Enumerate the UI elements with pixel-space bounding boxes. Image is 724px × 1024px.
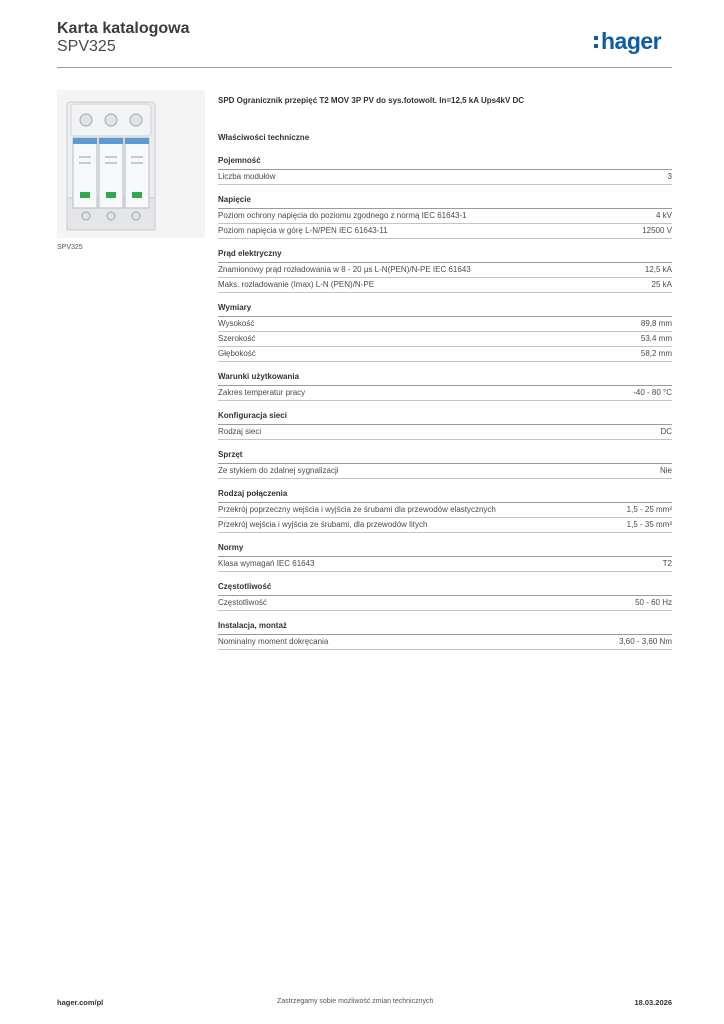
spec-row (218, 224, 672, 239)
section-wymiary (218, 303, 672, 362)
spec-value: 4 kV (655, 211, 672, 220)
spec-value: -40 - 80 °C (633, 388, 672, 397)
section-pojemnosc (218, 156, 672, 185)
spec-label: Częstotliwość (218, 598, 267, 607)
spec-value: 25 kA (651, 280, 672, 289)
spec-label: Liczba modułów (218, 172, 276, 181)
spec-value: 89,8 mm (640, 319, 672, 328)
section-warunki (218, 372, 672, 401)
spec-label: Szerokość (218, 334, 256, 343)
footer-date: 18.03.2026 (634, 998, 672, 1007)
section-title: Napięcie (218, 195, 672, 209)
spec-row (218, 425, 672, 440)
spec-value: 50 - 60 Hz (635, 598, 672, 607)
header-divider (57, 67, 672, 68)
spec-row (218, 557, 672, 572)
section-title: Częstotliwość (218, 582, 672, 596)
spec-label: Poziom ochrony napięcia do poziomu zgodnego z normą IEC 61643-1 (218, 211, 467, 220)
section-title: Sprzęt (218, 450, 672, 464)
spec-label: Przekrój poprzeczny wejścia i wyjścia ze śrubami dla przewodów elastycznych (218, 505, 496, 514)
spec-value: 1,5 - 35 mm² (626, 520, 672, 529)
section-title: Prąd elektryczny (218, 249, 672, 263)
spec-label: Wysokość (218, 319, 255, 328)
spec-row (218, 518, 672, 533)
spec-label: Poziom napięcia w górę L-N/PEN IEC 61643-11 (218, 226, 388, 235)
spec-value: 3 (667, 172, 672, 181)
properties-title: Właściwości techniczne (218, 133, 310, 142)
section-sprzet (218, 450, 672, 479)
footer-website-link[interactable]: hager.com/pl (57, 998, 104, 1007)
product-code: SPV325 (57, 38, 116, 55)
spec-value: 1,5 - 25 mm² (626, 505, 672, 514)
spec-label: Maks. rozładowanie (Imax) L-N (PEN)/N-PE (218, 280, 375, 289)
spec-row (218, 347, 672, 362)
section-title: Normy (218, 543, 672, 557)
logo-text: hager (601, 28, 662, 54)
section-title: Instalacja, montaż (218, 621, 672, 635)
spec-row (218, 170, 672, 185)
spec-value: DC (660, 427, 672, 436)
product-image (57, 90, 205, 238)
spec-row (218, 209, 672, 224)
spec-value: Nie (659, 466, 672, 475)
spec-value: 3,60 - 3,60 Nm (619, 637, 672, 646)
section-konfiguracja (218, 411, 672, 440)
spec-content (218, 96, 672, 660)
section-prad (218, 249, 672, 293)
logo-mark-icon (594, 35, 598, 49)
spec-row (218, 263, 672, 278)
image-caption: SPV325 (57, 244, 83, 251)
spec-value: 12,5 kA (644, 265, 672, 274)
doc-title: Karta katalogowa (57, 20, 190, 37)
spec-value: 58,2 mm (640, 349, 672, 358)
section-instalacja (218, 621, 672, 650)
spec-label: Zakres temperatur pracy (218, 388, 306, 397)
spec-label: Klasa wymagań IEC 61643 (218, 559, 315, 568)
section-title: Warunki użytkowania (218, 372, 672, 386)
spec-label: Głębokość (218, 349, 256, 358)
spec-row (218, 278, 672, 293)
spec-row (218, 503, 672, 518)
footer-disclaimer: Zastrzegamy sobie możliwość zmian technicznych (277, 998, 434, 1005)
spec-row (218, 332, 672, 347)
spec-label: Rodzaj sieci (218, 427, 262, 436)
section-polaczenie (218, 489, 672, 533)
spec-row (218, 635, 672, 650)
spec-row (218, 386, 672, 401)
spec-label: Ze stykiem do zdalnej sygnalizacji (218, 466, 339, 475)
section-normy (218, 543, 672, 572)
spec-row (218, 464, 672, 479)
spec-value: 12500 V (642, 226, 672, 235)
spec-value: T2 (662, 559, 672, 568)
spec-label: Przekrój wejścia i wyjścia ze śrubami, dla przewodów litych (218, 520, 428, 529)
spec-row (218, 317, 672, 332)
section-czestotliwosc (218, 582, 672, 611)
section-napiecie (218, 195, 672, 239)
section-title: Wymiary (218, 303, 672, 317)
spec-row (218, 596, 672, 611)
product-description: SPD Ogranicznik przepięć T2 MOV 3P PV do sys.fotowolt. In=12,5 kA Ups4kV DC (218, 96, 525, 105)
section-title: Pojemność (218, 156, 672, 170)
section-title: Konfiguracja sieci (218, 411, 672, 425)
spec-label: Znamionowy prąd rozładowania w 8 - 20 µs L-N(PEN)/N-PE IEC 61643 (218, 265, 471, 274)
spec-value: 53,4 mm (640, 334, 672, 343)
section-title: Rodzaj połączenia (218, 489, 672, 503)
hager-logo (594, 28, 661, 55)
spec-label: Nominalny moment dokręcania (218, 637, 329, 646)
